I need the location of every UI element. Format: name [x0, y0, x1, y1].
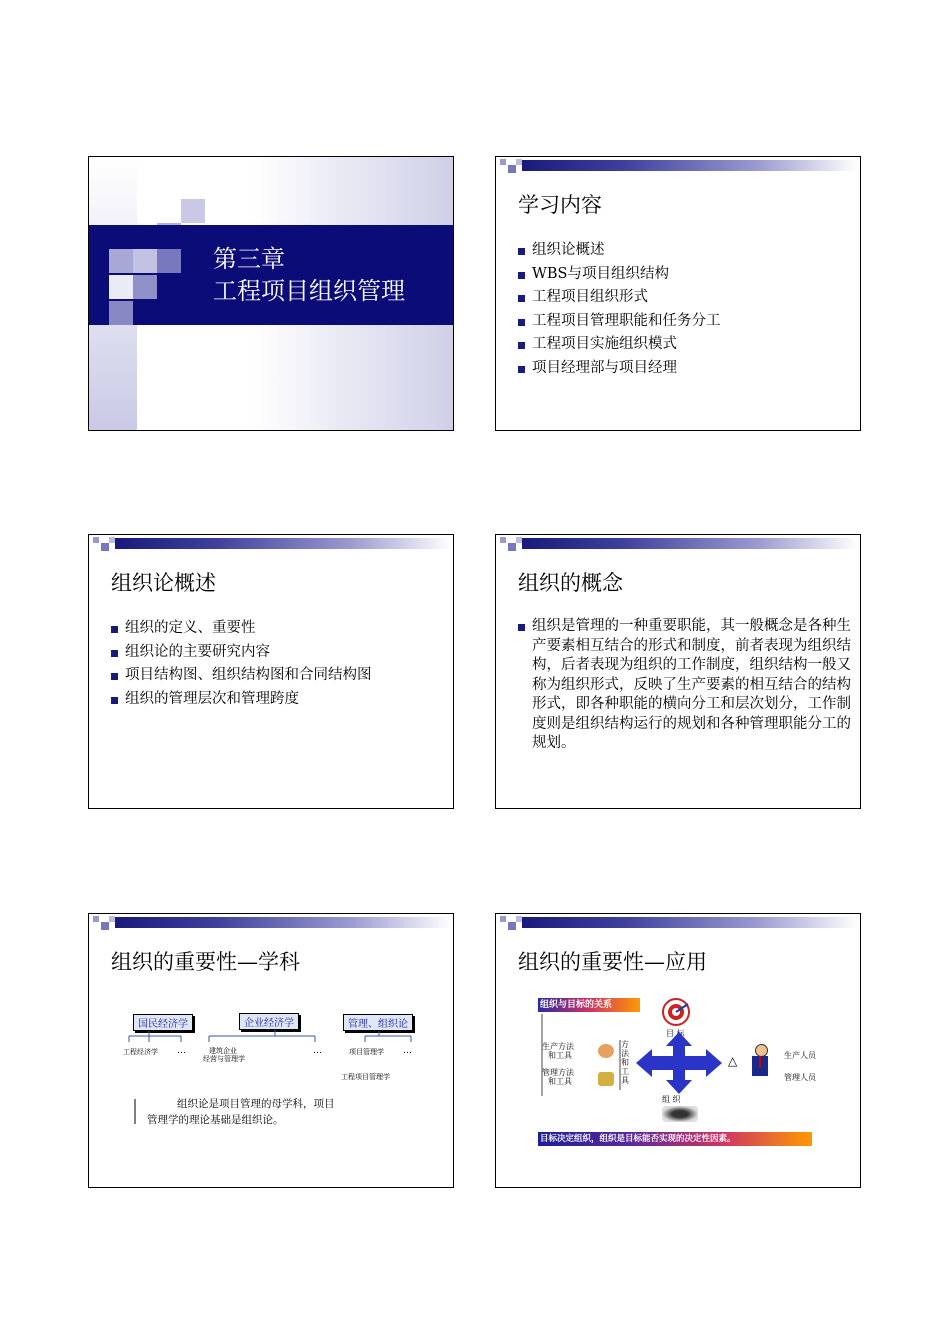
concept-paragraph: 组织是管理的一种重要职能，其一般概念是各种生产要素相互结合的形式和制度，前者表现为组织结构，后者表现为组织的工作制度，组织结构一般又称为组织形式，反映了生产要素的相互结合的结构形式，即各种职能的横向分工和层次划分，工作制度则是组织结构运行的规划和各种管理职能分工的规划。 [518, 617, 852, 754]
slide-title: 组织的重要性—学科 [111, 950, 300, 974]
list-item: 工程项目组织形式 [518, 286, 721, 310]
slide-title: 组织的概念 [518, 571, 623, 595]
content-list [518, 239, 721, 380]
list-item: WBS与项目组织结构 [518, 263, 721, 287]
brain-icon [598, 1044, 614, 1058]
list-item: 组织的定义、重要性 [111, 617, 372, 641]
sub-discipline: 工程经济学 [123, 1048, 158, 1056]
staff-label: 生产人员 [784, 1051, 816, 1060]
method-label: 管理方法 和工具 [542, 1068, 574, 1086]
goal-label: 目 标 [666, 1029, 685, 1038]
slide-title: 组织论概述 [111, 571, 216, 595]
slide-5 [88, 913, 454, 1188]
diagram-caption: 组织论是项目管理的母学科，项目 管理学的理论基础是组织论。 [147, 1098, 335, 1126]
list-item: 项目经理部与项目经理 [518, 357, 721, 381]
slide-2 [495, 156, 861, 431]
sub-discipline: 工程项目管理学 [341, 1073, 390, 1081]
discipline-box: 管理、组织论 [343, 1014, 413, 1031]
list-item: 工程项目管理职能和任务分工 [518, 310, 721, 334]
title-band-left-notch [89, 225, 109, 245]
list-item: 项目结构图、组织结构图和合同结构图 [111, 664, 372, 688]
slide-4 [495, 534, 861, 809]
method-label: 生产方法 和工具 [542, 1042, 574, 1060]
ellipsis: … [177, 1046, 186, 1056]
list-item: 工程项目实施组织模式 [518, 333, 721, 357]
meeting-icon [662, 1106, 698, 1122]
staff-label: 管理人员 [784, 1073, 816, 1082]
slide-header-bar [496, 157, 861, 177]
slide-title: 组织的重要性—应用 [518, 950, 707, 974]
chapter-number: 第三章 [213, 245, 285, 273]
vertical-text: 方法和工具 [621, 1040, 629, 1085]
four-way-arrow-icon [636, 1032, 722, 1094]
triangle-icon: △ [728, 1054, 738, 1068]
sub-discipline: 项目管理学 [349, 1048, 384, 1056]
list-item: 组织论概述 [518, 239, 721, 263]
slide-header-bar [89, 535, 454, 555]
footer-banner: 目标决定组织，组织是目标能否实现的决定性因素。 [538, 1132, 812, 1146]
tools-icon [598, 1072, 614, 1086]
list-item: 组织的管理层次和管理跨度 [111, 688, 372, 712]
content-list [111, 617, 372, 711]
org-label: 组 织 [662, 1095, 681, 1104]
slide-header-bar [496, 535, 861, 555]
chapter-name: 工程项目组织管理 [213, 277, 405, 305]
sub-discipline: 建筑企业 经营与管理学 [203, 1047, 245, 1063]
ellipsis: … [403, 1046, 412, 1056]
discipline-box: 国民经济学 [133, 1014, 193, 1031]
banner: 组织与目标的关系 [538, 998, 640, 1012]
person-icon [750, 1044, 770, 1078]
slide-3 [88, 534, 454, 809]
slide-1 [88, 156, 454, 431]
ellipsis: … [313, 1046, 322, 1056]
slide-6 [495, 913, 861, 1188]
discipline-box: 企业经济学 [239, 1013, 299, 1030]
slide-title: 学习内容 [518, 193, 602, 217]
list-item: 组织论的主要研究内容 [111, 641, 372, 665]
chapter-title [213, 243, 405, 307]
